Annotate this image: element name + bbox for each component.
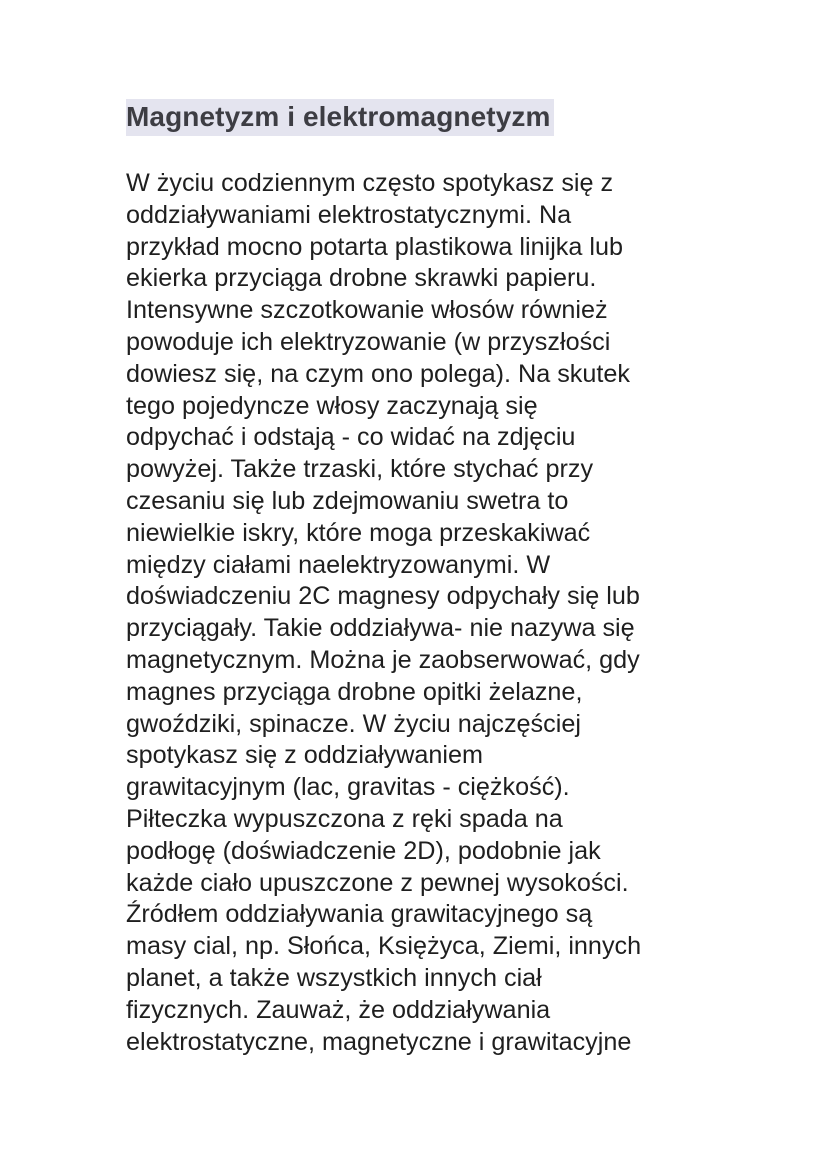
text-line: Źródłem oddziaływania grawitacyjnego są: [126, 900, 593, 929]
text-line: tego pojedyncze włosy zaczynają się: [126, 391, 538, 420]
text-line: powyżej. Także trzaski, które stychać przy: [126, 455, 594, 484]
text-line: Piłteczka wypuszczona z ręki spada na: [126, 804, 563, 833]
page-title: Magnetyzm i elektromagnetyzm: [126, 99, 554, 136]
text-line: planet, a także wszystkich innych ciał: [126, 963, 542, 992]
text-line: powoduje ich elektryzowanie (w przyszłości: [126, 327, 611, 356]
text-line: masy cial, np. Słońca, Księżyca, Ziemi, innych: [126, 932, 642, 961]
text-line: podłogę (doświadczenie 2D), podobnie jak: [126, 836, 601, 865]
text-line: odpychać i odstają - co widać na zdjęciu: [126, 423, 576, 452]
text-line: elektrostatyczne, magnetyczne i grawitacyjne: [126, 1027, 632, 1056]
text-line: dowiesz się, na czym ono polega). Na skutek: [126, 359, 630, 388]
text-line: W życiu codziennym często spotykasz się z: [126, 169, 614, 197]
body-text: [126, 168, 806, 1058]
text-line: ekierka przyciąga drobne skrawki papieru.: [126, 264, 597, 293]
text-line: spotykasz się z oddziaływaniem: [126, 741, 483, 770]
text-line: niewielkie iskry, które moga przeskakiwać: [126, 518, 591, 547]
text-line: gwoździki, spinacze. W życiu najczęściej: [126, 709, 581, 738]
text-line: przykład mocno potarta plastikowa linijka lub: [126, 232, 623, 261]
text-line: doświadczeniu 2C magnesy odpychały się lub: [126, 582, 640, 611]
text-line: grawitacyjnym (lac, gravitas - ciężkość).: [126, 773, 570, 802]
text-line: czesaniu się lub zdejmowaniu swetra to: [126, 486, 569, 515]
title-container: [126, 99, 554, 136]
text-line: przyciągały. Takie oddziaływa- nie nazywa się: [126, 614, 635, 643]
text-line: każde ciało upuszczone z pewnej wysokości.: [126, 868, 629, 897]
text-line: fizycznych. Zauważ, że oddziaływania: [126, 995, 551, 1024]
text-line: oddziaływaniami elektrostatycznymi. Na: [126, 200, 572, 229]
text-line: między ciałami naelektryzowanymi. W: [126, 550, 551, 579]
text-line: magnes przyciąga drobne opitki żelazne,: [126, 677, 583, 706]
text-line: Intensywne szczotkowanie włosów również: [126, 296, 608, 325]
text-line: magnetycznym. Można je zaobserwować, gdy: [126, 645, 640, 674]
